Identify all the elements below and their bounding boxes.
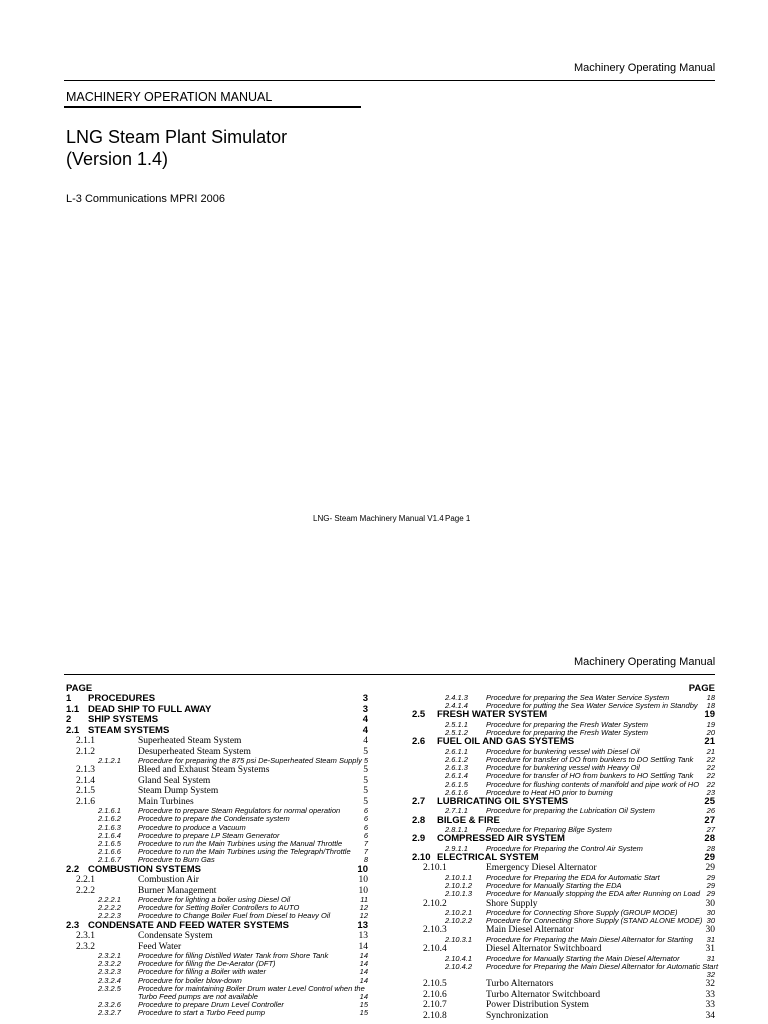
toc-entry-page: 14 [359,951,368,961]
toc-entry-page: 4 [362,724,368,736]
toc-entry-title: BILGE & FIRE [437,814,500,826]
toc-entry[interactable] [66,921,368,932]
toc-entry-number: 2.5.1.2 [445,728,468,738]
toc-entry-page: 3 [362,703,368,715]
toc-entry-title: Procedure to Burn Gas [138,855,215,865]
toc-entry[interactable] [66,786,368,797]
toc-entry-title: COMPRESSED AIR SYSTEM [437,833,565,845]
toc-entry-title: Combustion Air [138,875,199,885]
toc-entry-page: 29 [704,851,715,863]
toc-entry-title: Main Diesel Alternator [486,925,574,936]
toc-entry-number: 1 [66,693,72,704]
toc-entry-page: 5 [363,786,368,797]
toc-entry-title: Procedure for Manually Starting the EDA [486,881,622,891]
toc-entry-number: 2 [66,714,72,725]
toc-entry-page: 33 [705,1000,715,1011]
toc-entry-page: 19 [706,719,715,729]
toc-entry-page: 18 [706,693,715,702]
toc-entry-title: ELECTRICAL SYSTEM [437,851,539,863]
toc-entry-title: Procedure for transfer of HO from bunkers to HO Settling Tank [486,771,694,781]
toc-entry-number: 2.10.4 [423,944,447,955]
toc-entry-number: 2.8 [412,814,426,826]
toc-entry-number: 2.6.1.4 [445,771,468,781]
toc-entry-title: Procedure for bunkering vessel with Diesel Oil [486,746,640,756]
toc-entry-title: SHIP SYSTEMS [88,714,159,725]
toc-entry-number: 2.1.6 [76,796,95,807]
toc-entry-title: Procedure for filling Distilled Water Tank from Shore Tank [138,951,329,961]
toc-entry[interactable] [66,715,368,726]
toc-entry-page: 22 [706,754,715,764]
toc-entry-title: Turbo Feed pumps are not available [138,992,258,1001]
toc-entry-page: 34 [705,1010,715,1021]
toc-entry-title: LUBRICATING OIL SYSTEMS [437,795,569,807]
toc-entry-title: Emergency Diesel Alternator [486,863,597,874]
toc-entry-number: 2.1.6.2 [98,814,121,824]
toc-entry-number: 2.10.4.2 [445,961,473,971]
toc-entry-title: Procedure to start a Turbo Feed pump [138,1008,266,1018]
toc-entry-number: 2.1.6.3 [98,822,121,832]
toc-entry-page: 12 [359,903,368,913]
toc-entry-page: 31 [706,953,715,963]
toc-entry-number: 2.1.3 [76,765,95,776]
toc-entry-page: 20 [706,728,715,738]
toc-entry-number: 2.1 [66,724,80,736]
company-line: L-3 Communications MPRI 2006 [66,193,225,205]
page1-header-rule [64,80,715,81]
toc-entry-title: Procedure for preparing the Lubrication Oil System [486,806,655,816]
toc-entry-number: 2.10.2 [423,898,447,909]
toc-entry-page: 5 [363,765,368,776]
toc-entry[interactable] [412,944,715,955]
toc-entry[interactable] [66,726,368,737]
toc-entry-number: 2.6.1.2 [445,754,468,764]
toc-entry-title: Procedure for filling a Boiler with water [138,967,266,977]
toc-entry-number: 2.10.1.3 [445,889,473,899]
toc-entry-title: Procedure for Preparing the Main Diesel Alternator for Automatic Start [486,961,719,971]
toc-entry[interactable] [412,979,715,990]
toc-entry-number: 2.7.1.1 [445,806,468,816]
toc-entry-number: 2.6.1.5 [445,779,468,789]
toc-entry-title: Superheated Steam System [138,736,242,746]
toc-entry-page: 21 [704,736,715,748]
toc-entry-title: Procedure for transfer of DO from bunkers to DO Settling Tank [486,754,694,764]
toc-entry-page: 22 [706,779,715,789]
toc-entry-page: 32 [705,979,715,990]
toc-entry-title: Procedure for Manually Starting the Main Diesel Alternator [486,953,680,963]
toc-entry-title: Procedure for Preparing the Main Diesel Alternator for Starting [486,934,693,944]
toc-entry-title: Procedure to run the Main Turbines using the Manual Throttle [138,838,343,848]
toc-entry-title: Procedure to prepare the Condensate system [138,814,290,824]
toc-entry-page: 27 [706,825,715,835]
toc-entry-page: 15 [359,1008,368,1018]
toc-entry-title: Procedure to produce a Vacuum [138,822,246,832]
toc-entry-page: 5 [363,746,368,757]
toc-entry-page: 14 [358,941,368,952]
toc-entry-page: 31 [706,934,715,944]
toc-left-column [66,683,368,1018]
toc-entry-page: 5 [363,775,368,786]
toc-entry-number: 2.10.7 [423,1000,447,1011]
toc-entry-title: Procedure to run the Main Turbines using the Telegraph/Throttle [138,847,351,857]
toc-entry-number: 2.10.8 [423,1010,447,1021]
toc-entry[interactable] [66,694,368,705]
toc-entry-page: 32 [706,969,715,979]
toc-entry-title: Shore Supply [486,898,538,909]
doc-title-line2: (Version 1.4) [66,149,169,169]
toc-entry-number: 2.7 [412,795,426,807]
toc-entry[interactable] [66,736,368,747]
toc-entry-title: Main Turbines [138,796,194,807]
toc-entry-page: 6 [363,822,368,832]
toc-entry-number: 2.3.2.3 [98,967,121,977]
toc-entry-number: 2.3.2.4 [98,975,121,985]
toc-entry[interactable] [412,971,715,979]
toc-entry-page: 30 [706,908,715,917]
toc-entry-page: 12 [359,911,368,921]
toc-entry-number: 2.10.3 [423,925,447,936]
toc-entry-page: 18 [706,701,715,711]
toc-entry-page: 28 [704,833,715,845]
toc-entry-title: Synchronization [486,1010,549,1021]
toc-entry-page: 7 [363,838,368,848]
toc-entry-title: Power Distribution System [486,1000,589,1011]
toc-entry-title: Procedure for putting the Sea Water Service System in Standby [486,701,698,711]
toc-entry-title: Procedure for Connecting Shore Supply (STAND ALONE MODE) [486,916,703,926]
toc-entry-page: 15 [359,1000,368,1010]
toc-entry-page: 14 [359,967,368,977]
toc-entry-number: 2.10.4.1 [445,953,473,963]
toc-entry-title: Procedure for Preparing the EDA for Automatic Start [486,872,660,882]
manual-label-rule [64,106,361,108]
toc-entry-title: Gland Seal System [138,775,211,786]
toc-entry-number: 2.3.2.2 [98,959,121,969]
toc-entry[interactable] [66,757,368,765]
toc-entry[interactable] [66,776,368,787]
toc-entry-title: Procedure to prepare Steam Regulators for normal operation [138,806,341,816]
toc-entry-page: 33 [705,989,715,1000]
toc-entry-title: Burner Management [138,885,217,896]
toc-entry-page: 5 [363,756,368,765]
toc-entry-title: Feed Water [138,941,182,952]
toc-entry-page: 27 [704,814,715,826]
toc-entry-page: 22 [706,771,715,781]
toc-left-page-label: PAGE [66,683,93,694]
toc-entry-page: 26 [706,806,715,816]
toc-entry-page: 21 [706,746,715,756]
toc-entry-title: Procedure for Setting Boiler Controllers to AUTO [138,903,300,913]
toc-entry-title: Procedure for preparing the Sea Water Service System [486,693,670,702]
toc-entry-page: 11 [360,895,368,904]
toc-entry-title: Procedure for preparing the Fresh Water System [486,728,649,738]
toc-entry-number: 2.2.1 [76,875,95,885]
toc-entry-page: 13 [357,919,368,931]
toc-entry[interactable] [412,1000,715,1011]
toc-entry-number: 2.10.1.1 [445,872,473,882]
toc-entry-page: 6 [363,806,368,816]
toc-entry-page: 10 [358,885,368,896]
toc-entry-page: 28 [706,843,715,853]
toc-entry-title: Procedure for preparing the 875 psi De-Superheated Steam Supply [138,756,362,765]
toc-entry-title: Diesel Alternator Switchboard [486,944,602,955]
toc-entry-number: 2.9 [412,833,426,845]
toc-entry[interactable] [66,765,368,776]
toc-entry-title: Condensate System [138,931,213,942]
toc-entry-title: FRESH WATER SYSTEM [437,709,548,721]
toc-entry-page: 22 [706,763,715,773]
toc-entry[interactable] [412,936,715,944]
toc-entry-number: 2.2.2 [76,885,95,896]
toc-entry-title: CONDENSATE AND FEED WATER SYSTEMS [88,919,289,931]
toc-entry-title: Procedure for bunkering vessel with Heavy Oil [486,763,640,773]
toc-right-page-label: PAGE [688,683,715,694]
page2-header-rule [64,674,715,675]
toc-entry-title: Procedure to prepare Drum Level Controller [138,1000,284,1010]
toc-entry-page: 10 [358,875,368,885]
toc-entry-page: 31 [705,944,715,955]
toc-entry-number: 2.2.2.3 [98,911,121,921]
toc-entry-number: 2.10.6 [423,989,447,1000]
toc-entry-number: 2.6.1.3 [445,763,468,773]
toc-entry-title: Procedure for flushing contents of manifold and pipe work of HO [486,779,700,789]
page1-header: Machinery Operating Manual [574,62,716,74]
toc-entry-page: 29 [706,872,715,882]
toc-entry-page: 30 [706,916,715,926]
toc-entry-title: Bleed and Exhaust Steam Systems [138,765,270,776]
page2-header: Machinery Operating Manual [574,656,716,668]
toc-entry-title: Desuperheated Steam System [138,746,251,757]
footer-page: Page 1 [445,514,471,523]
toc-entry-number: 2.10.1.2 [445,881,473,891]
toc-entry-number: 2.1.6.6 [98,847,121,857]
toc-entry[interactable] [66,865,368,876]
toc-entry-number: 2.10.2.1 [445,908,473,917]
toc-entry-page: 19 [704,709,715,721]
toc-entry[interactable] [412,990,715,1001]
toc-entry-number: 2.3.2.7 [98,1008,121,1018]
toc-entry-number: 2.1.6.7 [98,855,121,865]
toc-entry-page: 10 [357,863,368,875]
toc-entry-title: Turbo Alternators [486,979,554,990]
toc-entry-number: 2.6.1.1 [445,746,468,756]
toc-entry-page: 5 [363,796,368,807]
toc-entry-title: Procedure for preparing the Fresh Water System [486,719,649,729]
toc-entry-page: 6 [363,814,368,824]
toc-entry-number: 2.3.2 [76,941,95,952]
toc-entry-title: Procedure for Manually stopping the EDA after Running on Load [486,889,701,899]
toc-entry-number: 2.4.1.3 [445,693,468,702]
toc-entry-title: Procedure to prepare LP Steam Generator [138,830,280,840]
toc-entry-number: 2.1.6.4 [98,830,121,840]
toc-entry-page: 25 [704,795,715,807]
toc-entry[interactable] [412,890,715,898]
toc-entry-number: 2.1.2 [76,746,95,757]
toc-entry[interactable] [412,1011,715,1022]
toc-entry-page: 14 [359,959,368,969]
toc-entry-title: Procedure for boiler blow-down [138,975,242,985]
toc-entry-title: FUEL OIL AND GAS SYSTEMS [437,736,575,748]
toc-entry-number: 2.2 [66,863,80,875]
toc-entry-number: 2.2.2.1 [98,895,121,904]
toc-entry-title: COMBUSTION SYSTEMS [88,863,201,875]
toc-entry-number: 2.1.6.5 [98,838,121,848]
toc-entry-page: 13 [358,931,368,942]
toc-entry-title: Procedure for lighting a boiler using Diesel Oil [138,895,291,904]
toc-entry-number: 2.8.1.1 [445,825,468,835]
toc-entry-number: 2.3.1 [76,931,95,942]
toc-right-column [412,683,719,1021]
toc-entry-title: Steam Dump System [138,786,219,797]
toc-entry-number: 2.4.1.4 [445,701,468,711]
manual-label: MACHINERY OPERATION MANUAL [66,90,273,104]
footer-doc: LNG- Steam Machinery Manual V1.4 [313,514,444,523]
toc-entry-page: 30 [705,898,715,909]
toc-entry-title: DEAD SHIP TO FULL AWAY [88,703,212,715]
toc-entry-number: 2.10.5 [423,979,447,990]
toc-entry-number: 2.1.1 [76,736,95,746]
toc-entry-page: 29 [705,863,715,874]
toc-entry-number: 2.1.5 [76,786,95,797]
toc-entry-number: 2.10.2.2 [445,916,473,926]
toc-entry-title: Procedure for Preparing Bilge System [486,825,612,835]
toc-entry-page: 4 [363,736,368,746]
toc-entry-number: 2.1.2.1 [98,756,121,765]
toc-entry-number: 2.6 [412,736,426,748]
toc-entry-number: 2.6.1.6 [445,787,468,797]
toc-entry-title: Procedure for filling the De-Aerator (DFT) [138,959,276,969]
toc-entry-title: PROCEDURES [88,693,156,704]
toc-entry[interactable] [66,1009,368,1017]
toc-entry[interactable] [66,875,368,886]
toc-entry-title: Procedure to Heat HO prior to burning [486,787,613,797]
toc-entry-title: STEAM SYSTEMS [88,724,170,736]
toc-entry[interactable] [412,853,715,864]
toc-entry-number: 2.10 [412,851,431,863]
toc-entry-number: 2.9.1.1 [445,843,468,853]
toc-entry[interactable] [66,931,368,942]
toc-entry-page: 29 [706,889,715,899]
toc-entry[interactable] [412,917,715,925]
toc-entry-number: 2.1.6.1 [98,806,121,816]
toc-entry-number: 2.3.2.5 [98,983,121,993]
toc-entry-page: 29 [706,881,715,891]
toc-entry-title: Procedure for Connecting Shore Supply (GROUP MODE) [486,908,678,917]
toc-entry-number: 2.1.4 [76,775,95,786]
toc-entry-page: 3 [362,693,368,704]
doc-title-line1: LNG Steam Plant Simulator [66,127,288,147]
toc-entry-page: 8 [363,855,368,865]
toc-entry-page: 14 [359,975,368,985]
toc-entry-page: 14 [359,992,368,1001]
toc-entry-page: 7 [363,847,368,857]
toc-entry-page: 30 [705,925,715,936]
toc-entry-number: 2.5 [412,709,426,721]
toc-entry[interactable] [412,961,719,971]
toc-entry-title: Procedure for maintaining Boiler Drum water Level Control when the [138,983,365,993]
toc-entry-page: 4 [362,714,368,725]
toc-entry-page: 23 [706,787,715,797]
toc-entry-title: Procedure for Preparing the Control Air System [486,843,643,853]
toc-entry-page: 6 [363,830,368,840]
toc-entry-number: 2.10.1 [423,863,447,874]
toc-entry-number: 2.3.2.6 [98,1000,121,1010]
toc-entry-title: Procedure to Change Boiler Fuel from Diesel to Heavy Oil [138,911,331,921]
toc-entry-number: 1.1 [66,703,80,715]
toc-entry-number: 2.2.2.2 [98,903,121,913]
toc-entry-number: 2.5.1.1 [445,719,468,729]
toc-entry-number: 2.3.2.1 [98,951,121,961]
toc-entry-title: Turbo Alternator Switchboard [486,989,601,1000]
toc-entry-number: 2.10.3.1 [445,934,473,944]
toc-entry-number: 2.3 [66,919,80,931]
